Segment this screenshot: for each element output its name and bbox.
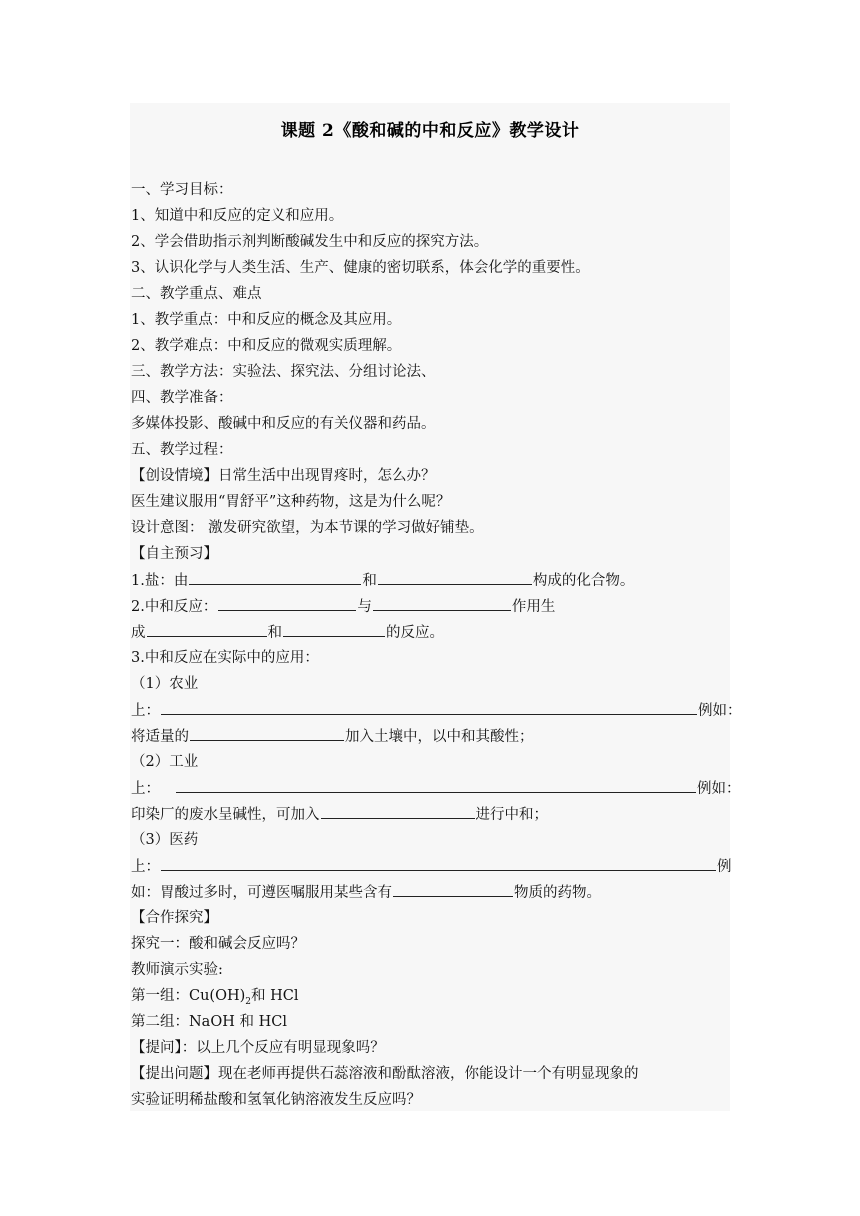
problem-line-1: 【提出问题】现在老师再提供石蕊溶液和酚酞溶液，你能设计一个有明显现象的	[131, 1066, 639, 1082]
section-heading-key-points: 二、教学重点、难点	[131, 286, 262, 302]
agriculture-blank-line: 上： 例如：	[131, 700, 742, 721]
fill-blank[interactable]	[283, 622, 385, 637]
fill-blank[interactable]	[378, 570, 532, 585]
medicine-example: 如：胃酸过多时，可遵医嘱服用某些含有 物质的药物。	[131, 882, 601, 903]
fill-blank[interactable]	[161, 700, 697, 715]
industry-example: 印染厂的废水呈碱性，可加入 进行中和；	[131, 804, 548, 825]
fill-blank[interactable]	[190, 726, 344, 741]
fill-blank[interactable]	[189, 570, 361, 585]
fill-blank[interactable]	[176, 778, 696, 793]
difficult-point: 2、教学难点：中和反应的微观实质理解。	[131, 338, 402, 354]
preview-item-2-cont: 成 和 的反应。	[131, 622, 444, 643]
fill-blank[interactable]	[393, 882, 513, 897]
cooperative-inquiry-heading: 【合作探究】	[131, 910, 218, 926]
fill-blank[interactable]	[218, 596, 356, 611]
teacher-demo: 教师演示实验:	[131, 962, 223, 978]
objective-2: 2、学会借助指示剂判断酸碱发生中和反应的探究方法。	[131, 234, 489, 250]
preparation-text: 多媒体投影、酸碱中和反应的有关仪器和药品。	[131, 416, 436, 432]
group-2: 第二组：NaOH 和 HCl	[131, 1014, 287, 1030]
industry-blank-line: 上： 例如：	[131, 778, 741, 799]
fill-blank[interactable]	[373, 596, 511, 611]
section-heading-process: 五、教学过程：	[131, 442, 233, 458]
key-point: 1、教学重点：中和反应的概念及其应用。	[131, 312, 402, 328]
scenario-line: 【创设情境】日常生活中出现胃疼时，怎么办？	[131, 468, 436, 484]
preview-item-2: 2.中和反应： 与 作用生	[131, 596, 555, 617]
objective-3: 3、认识化学与人类生活、生产、健康的密切联系，体会化学的重要性。	[131, 260, 590, 276]
problem-line-2: 实验证明稀盐酸和氢氧化钠溶液发生反应吗？	[131, 1092, 421, 1108]
question-line: 【提问】：以上几个反应有明显现象吗？	[131, 1040, 385, 1056]
objective-1: 1、知道中和反应的定义和应用。	[131, 208, 344, 224]
application-industry: （2）工业	[131, 754, 199, 770]
document-title: 课题 2《酸和碱的中和反应》教学设计	[280, 121, 580, 141]
section-heading-methods: 三、教学方法：实验法、探究法、分组讨论法、	[131, 364, 436, 380]
preview-item-1: 1.盐：由 和 构成的化合物。	[131, 570, 634, 591]
fill-blank[interactable]	[161, 856, 716, 871]
preview-heading: 【自主预习】	[131, 546, 218, 562]
group-1: 第一组：$Cu(OH)_2$和 HCl	[131, 988, 299, 1007]
preview-item-3: 3.中和反应在实际中的应用：	[131, 650, 319, 666]
design-intent: 设计意图： 激发研究欲望，为本节课的学习做好铺垫。	[131, 520, 484, 536]
fill-blank[interactable]	[147, 622, 267, 637]
section-heading-preparation: 四、教学准备：	[131, 390, 233, 406]
inquiry-1: 探究一：酸和碱会反应吗？	[131, 936, 305, 952]
agriculture-example: 将适量的 加入土壤中，以中和其酸性；	[131, 726, 534, 747]
section-heading-objectives: 一、学习目标：	[131, 182, 233, 198]
application-medicine: （3）医药	[131, 832, 199, 848]
scenario-question: 医生建议服用“胃舒平”这种药物，这是为什么呢？	[131, 494, 451, 510]
medicine-blank-line: 上： 例	[131, 856, 732, 877]
application-agriculture: （1）农业	[131, 676, 199, 692]
fill-blank[interactable]	[321, 804, 475, 819]
